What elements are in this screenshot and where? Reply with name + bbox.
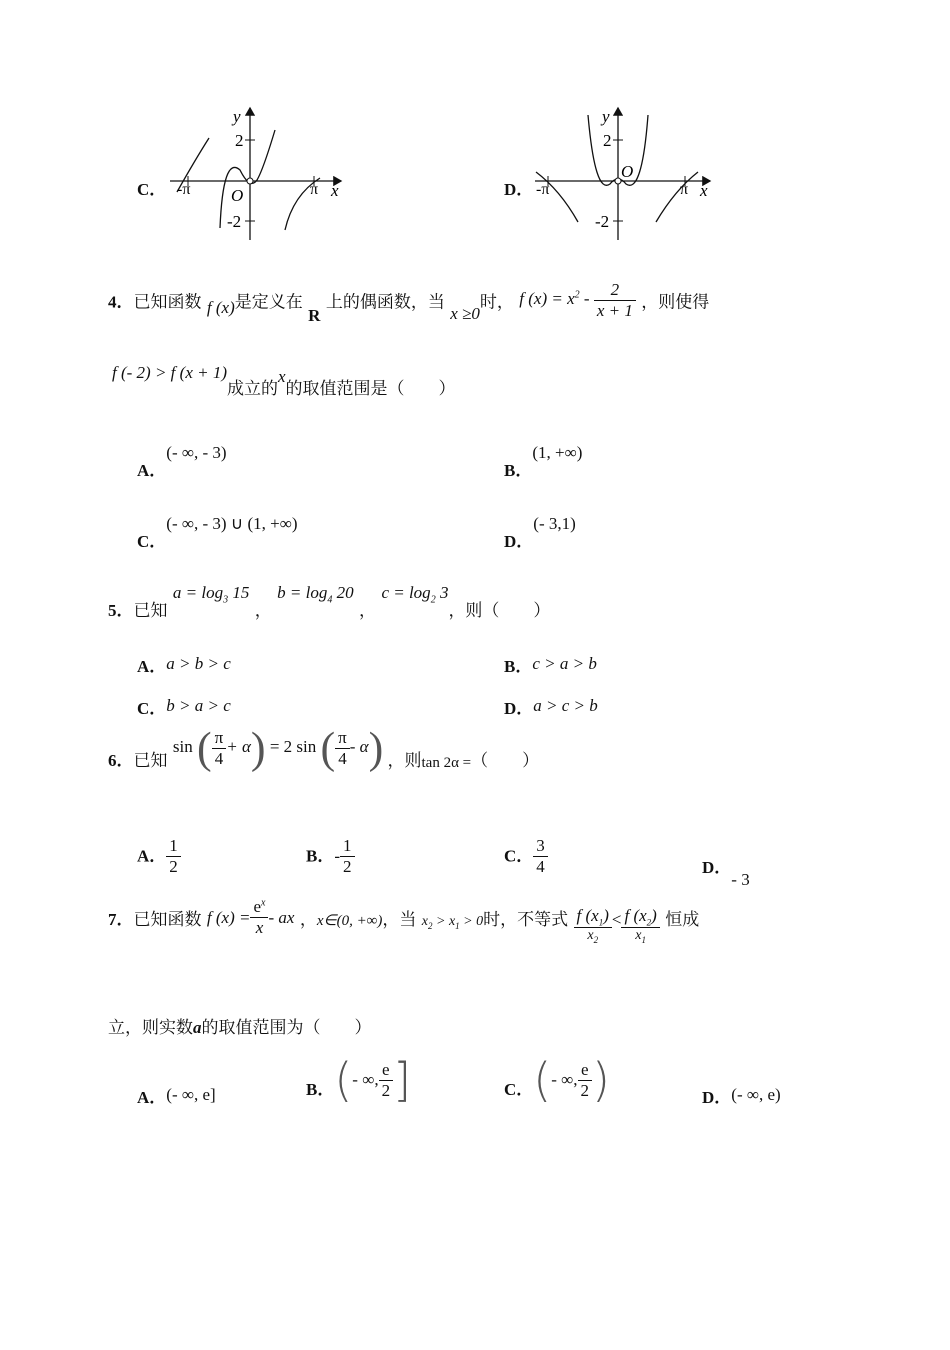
q4-R: R [308, 306, 321, 326]
q3-option-c-label[interactable]: C． [137, 180, 167, 199]
q3-option-c-graph [165, 100, 350, 245]
question-7-line-1: 7．已知函数 f (x) = $\frac{e^x}{x}$ - ax ，x∈(0, +∞)，当 $^{x_2 > x_1 > 0}$时，不等式 $\frac{f (x_1)}{x_2}$ < $\frac{f (x_2)}{x_1}$ 恒成 [108, 897, 700, 946]
q6-option-b[interactable]: B．- $\frac{1}{2}$ [306, 836, 355, 877]
q4-fx: f (x) [206, 298, 235, 318]
origin-label: O [621, 162, 634, 181]
y-axis-label: y [233, 107, 241, 126]
question-number: 4． [108, 292, 134, 312]
q6-text: 已知 [133, 751, 168, 772]
q4-text: 已知函数 [133, 292, 202, 313]
q7-option-a[interactable]: A．(- ∞, e] [137, 1085, 216, 1107]
q4-option-b[interactable]: B．(1, +∞) [504, 443, 583, 480]
q4-text: ，则使得 [641, 292, 710, 313]
q7-option-b[interactable]: B．(- ∞, $\frac{e}{2}$ ] [306, 1053, 412, 1107]
question-number: 6． [108, 751, 134, 771]
q7-text: 已知函数 [133, 909, 202, 930]
q6-lhs: sin ( $\frac{\pi}{4}$ + α) = 2 sin ( $\frac{\pi}{4}$ - α) [172, 724, 384, 773]
q4-text: 上的偶函数，当 [325, 292, 445, 313]
q7-option-d[interactable]: D．(- ∞, e) [702, 1085, 781, 1107]
q6-option-a[interactable]: A． $\frac{1}{2}$ [137, 836, 181, 877]
q5-option-d[interactable]: D．a > c > b [504, 696, 598, 718]
question-7-line-2: 立，则实数a的取值范围为（ ） [108, 1018, 372, 1038]
q3-option-d-graph [530, 100, 720, 245]
tick-label-neg: -2 [227, 212, 242, 231]
question-5: 5．已知 $a = \log_3 15$ ， $b = \log_4 20$ ， $c = \log_2 3$，则（ ） [108, 583, 551, 621]
q4-option-c[interactable]: C．(- ∞, - 3) ∪ (1, +∞) [137, 514, 298, 551]
q6-text: ，则 [387, 751, 422, 772]
tick-label-right: π [680, 181, 689, 198]
q5-option-a[interactable]: A．a > b > c [137, 654, 231, 676]
q6-tan: tan 2α = [421, 755, 472, 772]
q7-condition: x2 > x1 > 0 [421, 913, 484, 931]
question-4-line-1 [108, 280, 710, 326]
q4-function: f $(x) = x^2$ - $\frac{2}{x + 1}$ [519, 289, 636, 308]
q7-domain: x∈(0, +∞) [316, 912, 383, 929]
x-axis-label: x [700, 181, 708, 200]
q4-text: 是定义在 [234, 292, 303, 313]
x-axis-label: x [331, 181, 339, 200]
q5-text: 已知 [133, 601, 168, 621]
question-6 [108, 724, 540, 786]
q3-option-d-label[interactable]: D． [504, 180, 534, 199]
q6-option-c[interactable]: C． $\frac{3}{4}$ [504, 836, 548, 877]
q7-function: f (x) = $\frac{e^x}{x}$ - ax [206, 897, 295, 937]
question-number: 5． [108, 601, 134, 620]
q4-text: 时， [479, 292, 514, 313]
curve-right [656, 172, 698, 222]
tick-label-left: -π [177, 181, 191, 198]
origin-label: O [231, 186, 244, 205]
q4-option-a[interactable]: A．(- ∞, - 3) [137, 443, 227, 480]
tick-label-right: π [310, 181, 319, 198]
q5-c: $c = \log_2 3$ [381, 583, 449, 606]
tick-label-neg: -2 [595, 212, 610, 231]
q4-condition: x ≥0 [450, 304, 480, 324]
q5-b: $b = \log_4 20$ [277, 583, 354, 606]
q6-option-d[interactable]: D．- 3 [702, 858, 750, 889]
question-number: 7． [108, 909, 134, 929]
q7-option-c[interactable]: C．(- ∞, $\frac{e}{2}$ ) [504, 1053, 610, 1107]
tick-label-left: -π [536, 181, 550, 198]
y-axis-label: y [602, 107, 610, 126]
tick-label-pos: 2 [603, 131, 612, 150]
q5-text: ，则（ ） [448, 601, 551, 621]
q4-text: 成立的 [227, 379, 278, 399]
q4-inequality: f (- 2) > f (x + 1) [112, 363, 227, 382]
q4-var: x [278, 367, 286, 386]
question-4-line-2 [112, 363, 456, 399]
q6-text: （ ） [471, 751, 540, 772]
q7-text: 恒成 [665, 909, 700, 930]
tick-label-pos: 2 [235, 131, 244, 150]
q7-inequality: $\frac{f (x_1)}{x_2}$ < $\frac{f (x_2)}{x_1}$ [574, 916, 660, 936]
q7-text: 时，不等式 [483, 909, 569, 930]
q7-text: ，当 [382, 909, 417, 930]
q4-text: 的取值范围是（ ） [285, 379, 456, 399]
q5-a: $a = \log_3 15$ [172, 583, 250, 606]
q4-option-d[interactable]: D．(- 3,1) [504, 514, 576, 551]
q5-option-b[interactable]: B．c > a > b [504, 654, 597, 676]
q5-option-c[interactable]: C．b > a > c [137, 696, 231, 718]
